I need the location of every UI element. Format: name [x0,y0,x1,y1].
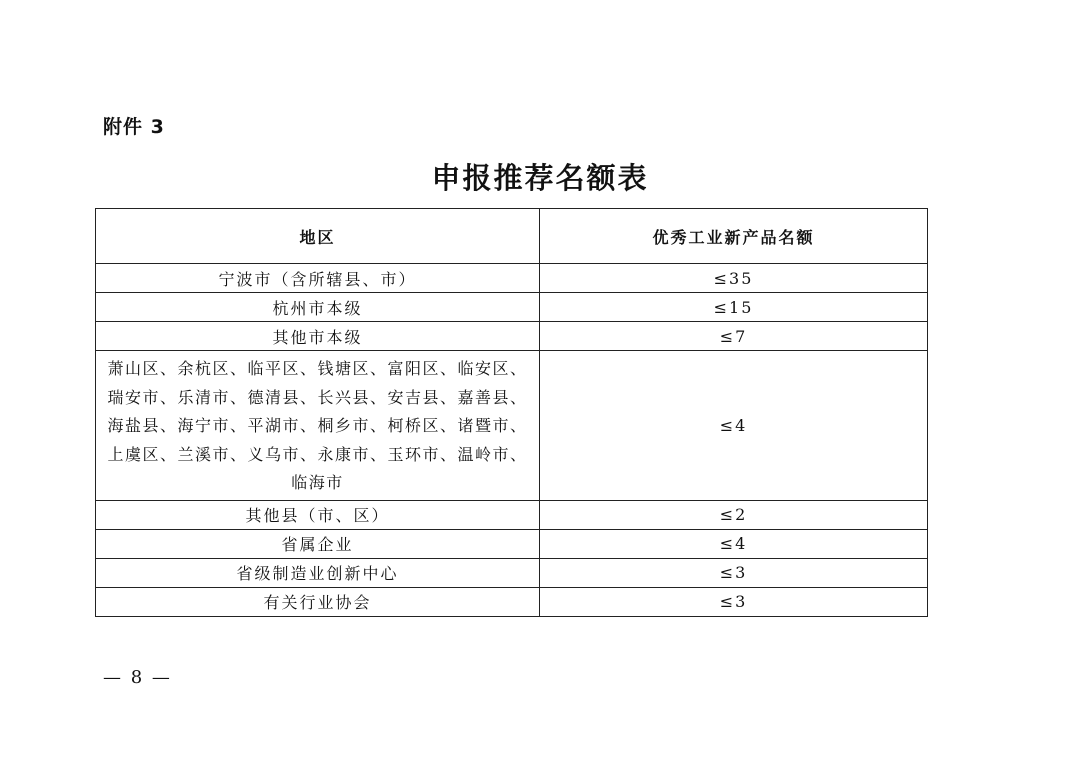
quota-cell: ≤2 [540,500,928,529]
region-cell: 宁波市（含所辖县、市） [96,264,540,293]
quota-table [95,208,928,617]
quota-cell: ≤7 [540,322,928,351]
table-row [96,264,928,293]
table-row [96,500,928,529]
region-line: 瑞安市、乐清市、德清县、长兴县、安吉县、嘉善县、 [107,387,528,407]
table-row [96,293,928,322]
table-row [96,322,928,351]
region-line: 海盐县、海宁市、平湖市、桐乡市、柯桥区、诸暨市、 [107,416,528,435]
table-row [96,351,928,501]
attachment-label: 附件 3 [103,116,165,138]
quota-cell: ≤3 [540,587,928,616]
table-row [96,558,928,587]
table-row [96,529,928,558]
region-cell: 其他市本级 [96,322,540,351]
region-line: 临海市 [291,473,344,492]
region-cell: 省级制造业创新中心 [96,558,540,587]
region-cell: 其他县（市、区） [96,500,540,529]
table-header-row [96,209,928,264]
region-cell-multiline [96,351,540,501]
header-region: 地区 [96,209,540,264]
region-line: 萧山区、余杭区、临平区、钱塘区、富阳区、临安区、 [107,359,528,378]
quota-cell: ≤15 [540,293,928,322]
region-line: 上虞区、兰溪市、义乌市、永康市、玉环市、温岭市、 [107,444,528,464]
quota-cell: ≤35 [540,264,928,293]
region-cell: 杭州市本级 [96,293,540,322]
table-row [96,587,928,616]
quota-cell: ≤4 [540,529,928,558]
region-cell: 有关行业协会 [96,587,540,616]
quota-cell: ≤4 [540,351,928,501]
region-cell: 省属企业 [96,529,540,558]
page-title: 申报推荐名额表 [431,161,649,195]
page-number: — 8 — [103,667,172,688]
header-quota: 优秀工业新产品名额 [540,209,928,264]
quota-cell: ≤3 [540,558,928,587]
